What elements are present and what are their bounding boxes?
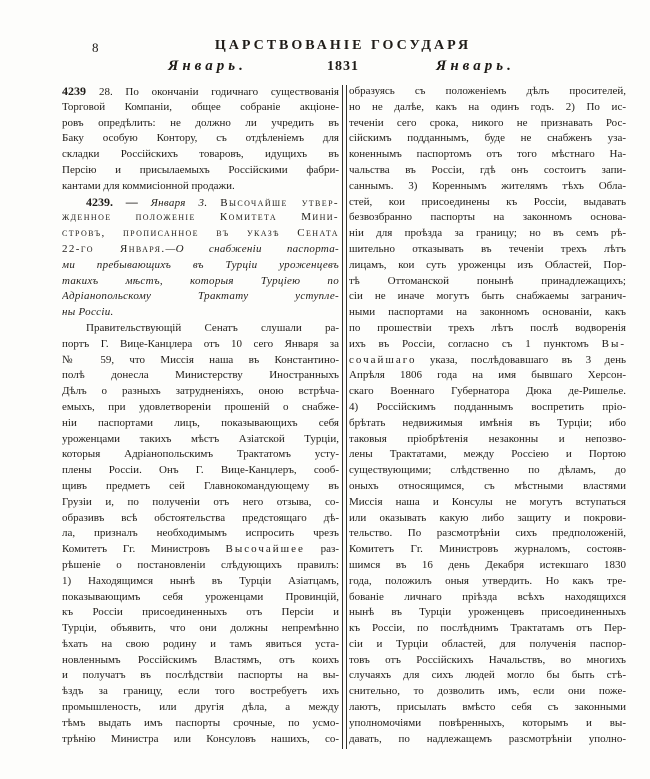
text-segment: товъ отъ Россійскихъ Начальствъ, во многихъ [349,653,626,666]
text-line [62,226,339,242]
text-line [62,463,339,479]
text-line [62,574,339,590]
text-line [62,400,339,416]
text-line [62,716,339,732]
text-segment: 1) Находящимся нынѣ въ Турціи Азіатцамъ, [62,574,339,587]
text-segment: ѣхать на свою родину и тамъ явиться уста- [62,637,339,650]
text-segment: года, положилъ оныя утвердить. Но какъ тре- [349,574,626,587]
right-column [349,84,626,749]
text-line [62,258,339,274]
text-line [62,305,339,321]
text-line [62,195,339,211]
text-segment: новленнымъ Россійскимъ Властямъ, отъ коихъ [62,653,339,666]
text-segment: оныхъ относящимся, съ мѣстными властями [349,479,626,492]
text-line [349,210,626,226]
text-segment: Апрѣля 1806 года на имя бывшаго Херсон- [349,369,626,382]
text-line [62,590,339,606]
text-segment: тѣмъ выдать имъ паспорты срочные, по усмо- [62,716,339,729]
running-title: ЦАРСТВОВАНІЕ ГОСУДАРЯ [214,38,472,53]
text-line [349,479,626,495]
text-segment: 4) Россійскимъ подданнымъ воспретить пріо- [349,400,626,413]
subheader-row [62,58,624,76]
text-line [62,526,339,542]
text-line [349,242,626,258]
text-line [62,368,339,384]
text-line [349,463,626,479]
text-segment: кантами для коммисіонной продажи. [62,179,235,192]
text-segment: Января 3. [150,196,221,209]
month-label-left: Январь. [168,58,247,74]
text-segment: ными паспортами на законномъ основаніи, какъ [349,306,626,319]
text-line [62,416,339,432]
text-segment: плены Россіи. Онъ Г. Вице-Канцлеръ, сооб- [62,464,339,477]
text-line [349,416,626,432]
text-line [62,479,339,495]
text-segment: показывающимъ себя уроженцами Провинцій, [62,590,339,603]
text-line [62,274,339,290]
text-line [62,384,339,400]
text-segment: Комитетъ Гг. Министровъ журналомъ, состояв- [349,543,626,556]
text-line [349,700,626,716]
text-line [62,116,339,132]
text-line [349,511,626,527]
text-segment: 28. По окончаніи годичнаго существованія [98,86,339,98]
text-segment: стровъ, прописанное въ указѣ Сената [62,227,339,240]
text-line [62,558,339,574]
text-segment: чальства въ Россіи, гдѣ онъ состоитъ запи- [349,163,626,176]
text-line [62,700,339,716]
text-segment: Торговой Компаніи, общее собраніе акціоне- [62,100,339,113]
text-segment: складки Россійскихъ товаровъ, идущихъ въ [62,148,339,161]
text-segment: тѣ Оттоманской понынѣ принадлежащихъ; [349,274,626,287]
text-segment: ніи для проѣзда за границу; но въ семъ рѣ- [349,227,626,240]
text-segment: тельство. По разсмотрѣніи сихъ предположеній, [349,527,626,540]
text-segment: стей, кои присоединены къ Россіи, выдавать [349,195,626,208]
text-segment: ѣздъ за границу, если того востребуетъ ихъ [62,685,339,698]
text-line [349,605,626,621]
text-line [349,147,626,163]
text-segment: ровъ опредѣлить: не должно ли учредить въ [62,116,339,129]
text-line [62,653,339,669]
text-segment: Комитетъ Гг. Министровъ [62,543,226,556]
text-line [349,353,626,369]
text-segment: жденное положеніе Комитета Мини- [62,211,339,224]
text-segment: уполномочіями повѣренныхъ, которымъ и вы- [349,716,626,729]
text-line [62,337,339,353]
text-block [62,84,626,749]
text-segment: раз- [304,543,339,556]
text-segment: указа, послѣдовавшаго въ 3 день [416,353,626,366]
text-segment: Дѣлъ о разныхъ затрудненіяхъ, оною встрѣча- [62,385,339,398]
text-segment: ны Россіи. [62,306,114,319]
text-segment: такихъ мѣстъ, которыя Турціею по [62,274,339,287]
text-line [62,210,339,226]
text-segment: шимся въ 16 день Декабря истекшаго 1830 [349,558,626,571]
text-line [62,289,339,305]
text-line [62,637,339,653]
column-divider-rule [342,85,347,749]
text-line [349,289,626,305]
text-line [349,131,626,147]
text-segment: по прошествіи трехъ лѣтъ послѣ водворенія [349,321,626,334]
text-segment: шительно отказывать въ теченіи трехъ лѣтъ [349,242,626,255]
text-line [349,321,626,337]
text-segment: Адріанопольскому Трактату уступле- [62,290,339,303]
text-segment: Миссія наша и Консулы не могутъ вступаться [349,495,626,508]
text-line [349,432,626,448]
text-segment: теченіи сего срока, никого не признавать Рос- [349,116,626,129]
text-segment: образуясь съ положеніемъ дѣлъ просителей, [349,85,626,97]
text-line [62,621,339,637]
text-line [349,574,626,590]
text-line [349,368,626,384]
text-segment: полѣ донесла Министерству Иностранныхъ [62,369,339,382]
text-line [62,605,339,621]
text-line [349,84,626,100]
text-line [62,84,339,100]
act-number-segment: 4239 [62,84,99,98]
text-segment: снительно, то дозволить имъ, если они поже- [349,685,626,698]
text-segment: сочайшаго [349,353,417,366]
text-line [349,226,626,242]
text-segment: къ Россіи присоединенныхъ отъ Персіи и [62,606,339,619]
text-line [349,526,626,542]
text-segment: образивъ всѣ обстоятельства предстоящаго дѣ- [62,511,339,524]
text-segment: лицамъ, кои суть уроженцы изъ Областей, Пор- [349,258,626,271]
text-line [349,337,626,353]
text-segment: Турціи, объявить, что они должны непремѣнно [62,622,339,635]
left-column [62,84,339,749]
text-segment: саннымъ. 3) Кореннымъ жителямъ тѣхъ Обла- [349,179,626,192]
text-line [62,447,339,463]
text-segment: трѣнію Министра или Консуловъ нашихъ, со- [62,732,339,745]
text-line [62,432,339,448]
text-line [349,384,626,400]
text-line [62,542,339,558]
text-line [349,542,626,558]
text-line [349,179,626,195]
text-line [349,274,626,290]
text-line [62,100,339,116]
text-segment: Баку особую Контору, съ отдѣленіемъ для [62,132,339,145]
text-segment: которыя Адріанопольскимъ Трактатомъ усту- [62,448,339,461]
text-segment: существующими; слѣдственно по дѣламъ, до [349,464,626,477]
text-line [349,195,626,211]
page-number: 8 [92,40,99,55]
text-segment: уроженцами такихъ мѣстъ Азіатской Турціи, [62,432,339,445]
text-line [62,179,339,195]
text-line [349,668,626,684]
text-segment: или оказывать какую либо защиту и покрови- [349,511,626,524]
text-segment: ихъ въ Россіи, согласно съ 1 пунктомъ [349,337,602,350]
text-segment: случаяхъ для сихъ людей могло бы быть стѣ- [349,669,626,682]
text-segment: брѣтать недвижимыя имѣнія въ Турціи; ибо [349,416,626,429]
text-segment: сійскимъ подданнымъ, буде не снабженъ уза- [349,132,626,145]
text-segment: сіи и Турціи областей, для полученія паспор- [349,637,626,650]
text-line [62,242,339,258]
text-segment: Правительствующій Сенатъ слушали ра- [86,321,339,334]
year-label: 1831 [327,59,359,74]
text-line [349,716,626,732]
text-segment: ми пребывающихъ въ Турціи уроженцевъ [62,258,339,271]
text-line [62,353,339,369]
text-line [62,684,339,700]
text-segment: безвозбранно паспорты на законномъ основа- [349,211,626,224]
text-segment: бованіе личнаго пріѣзда всѣхъ находящихся [349,590,626,603]
text-line [62,511,339,527]
text-segment: Вы- [601,337,626,350]
text-line [62,163,339,179]
text-segment: портъ Г. Вице-Канцлера отъ 10 сего Января за [62,337,339,350]
text-line [62,147,339,163]
text-line [349,621,626,637]
text-segment: промышленость, или другія дѣла, а между [62,701,339,714]
text-line [349,637,626,653]
text-segment: коненнымъ паспортомъ отъ того мѣстнаго На- [349,148,626,161]
text-line [349,590,626,606]
text-line [349,653,626,669]
act-number-segment: 4239. — [86,194,151,209]
text-line [349,100,626,116]
text-line [62,495,339,511]
text-segment: сіи не иначе могутъ быть снабжаемы загранич- [349,290,626,303]
text-segment: скаго Военнаго Губернатора Дюка де-Ришелье. [349,385,626,398]
text-line [62,732,339,748]
text-segment: лаютъ, присылать вмѣсто себя съ законными [349,701,626,714]
text-segment: № 59, что Миссія наша въ Константино- [62,353,339,366]
text-line [62,668,339,684]
text-line [349,558,626,574]
text-segment: но не далѣе, какъ на одинъ годъ. 2) По ис- [349,100,626,113]
text-line [62,131,339,147]
text-segment: Высочайшее [225,543,305,556]
text-line [349,732,626,748]
text-segment: Персію и присылаемыхъ Россійскими фабри- [62,163,339,176]
text-line [349,447,626,463]
text-segment: ла, призналъ необходимымъ испросить чрезъ [62,527,339,540]
text-segment: къ Россіи, по послѣднимъ Трактатамъ отъ Пер- [349,622,626,635]
text-segment: рѣшеніе о постановленіи слѣдующихъ правилъ: [62,558,339,571]
text-line [349,305,626,321]
text-line [349,258,626,274]
text-segment: —О снабженіи паспорта- [165,242,339,255]
text-segment: емыхъ, при удовлетвореніи прошеній о снабже- [62,400,339,413]
text-segment: ніи паспортами лицъ, показывающихъ себя [62,416,339,429]
text-segment: лены Трактатами, между Россіею и Портою [349,448,626,461]
text-segment: и получатъ въ послѣдствіи паспорты на вы- [62,669,339,682]
text-line [349,495,626,511]
text-line [349,163,626,179]
text-line [62,321,339,337]
text-segment: давать, по надлежащемъ разсмотрѣніи уполно- [349,732,626,745]
text-line [349,116,626,132]
text-segment: нынѣ въ Турціи уроженцевъ присоединенныхъ [349,606,626,619]
month-label-right: Январь. [436,58,515,74]
text-line [349,400,626,416]
text-segment: таковыя пріобрѣтенія незаконны и непозво- [349,432,626,445]
text-segment: Грузіи и, по полученіи отъ него отзыва, со- [62,495,339,508]
text-segment: щивъ предметъ сей Главнокомандующему въ [62,479,339,492]
text-segment: Высочайше утвер- [220,196,339,209]
text-line [349,684,626,700]
text-segment: 22-го Января. [62,242,166,255]
